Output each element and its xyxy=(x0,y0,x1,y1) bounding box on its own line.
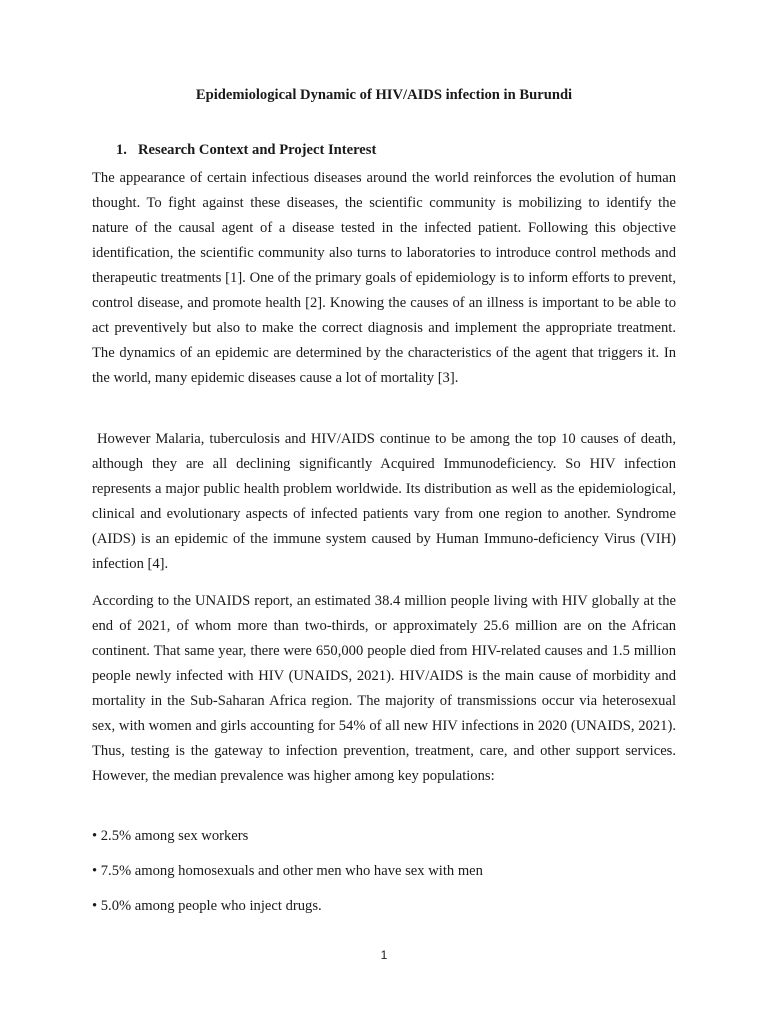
section-heading-text: Research Context and Project Interest xyxy=(138,142,377,158)
bullet-item-1: • 2.5% among sex workers xyxy=(92,828,249,844)
paragraph-2: However Malaria, tuberculosis and HIV/AIDS continue to be among the top 10 causes of death, although they are all declining significantly Acquired Immunodeficiency. So HIV infection represents a major public health problem worldwide. Its distribution as well as the epidemiological, clinical and evolutionary aspects of infected patients vary from one region to another. Syndrome (AIDS) is an epidemic of the immune system caused by Human Immuno-deficiency Virus (VIH) infection [4]. xyxy=(92,431,680,572)
section-heading xyxy=(116,141,376,159)
section-number: 1. xyxy=(116,142,127,158)
bullet-item-3: • 5.0% among people who inject drugs. xyxy=(92,898,322,914)
paragraph-3: According to the UNAIDS report, an estimated 38.4 million people living with HIV globally at the end of 2021, of whom more than two-thirds, or approximately 25.6 million are on the African continent. That same year, there were 650,000 people died from HIV-related causes and 1.5 million people newly infected with HIV (UNAIDS, 2021). HIV/AIDS is the main cause of morbidity and mortality in the Sub-Saharan Africa region. The majority of transmissions occur via heterosexual sex, with women and girls accounting for 54% of all new HIV infections in 2020 (UNAIDS, 2021). Thus, testing is the gateway to infection prevention, treatment, care, and other support services. However, the median prevalence was higher among key populations: xyxy=(92,593,676,784)
paragraph-1: The appearance of certain infectious diseases around the world reinforces the evolution of human thought. To fight against these diseases, the scientific community is mobilizing to identify the nature of the causal agent of a disease tested in the infected patient. Following this objective identification, the scientific community also turns to laboratories to introduce control methods and therapeutic treatments [1]. One of the primary goals of epidemiology is to inform efforts to prevent, control disease, and promote health [2]. Knowing the causes of an illness is important to be able to act preventively but also to make the correct diagnosis and implement the appropriate treatment. The dynamics of an epidemic are determined by the characteristics of the agent that triggers it. In the world, many epidemic diseases cause a lot of mortality [3]. xyxy=(92,170,676,386)
page-number: 1 xyxy=(380,948,388,962)
bullet-item-2: • 7.5% among homosexuals and other men who have sex with men xyxy=(92,863,483,879)
document-title: Epidemiological Dynamic of HIV/AIDS infection in Burundi xyxy=(195,87,573,103)
